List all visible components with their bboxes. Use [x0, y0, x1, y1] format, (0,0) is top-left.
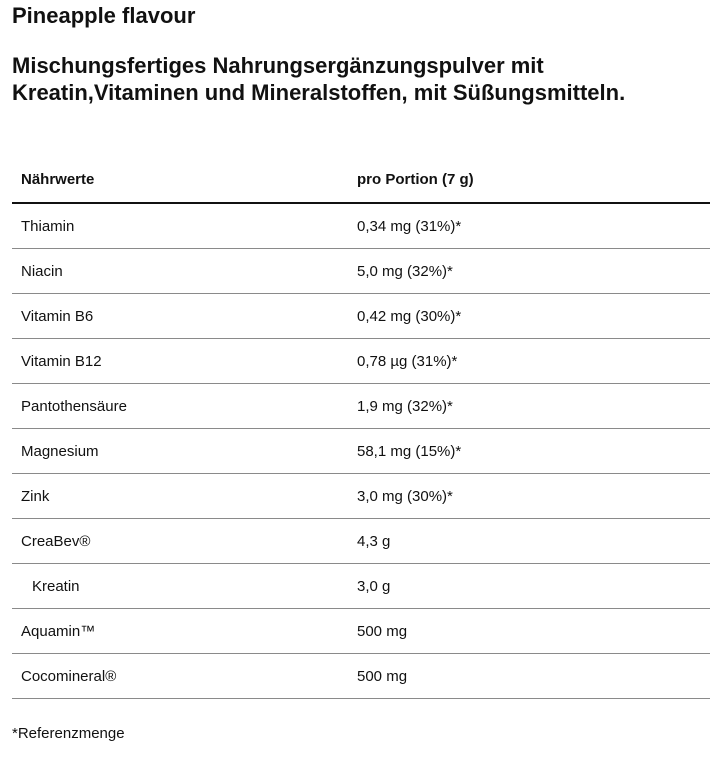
nutrient-value: 0,34 mg (31%)* — [348, 203, 710, 249]
nutrient-name: Pantothensäure — [12, 384, 348, 429]
nutrient-value: 500 mg — [348, 609, 710, 654]
table-row — [12, 429, 710, 474]
nutrient-value: 500 mg — [348, 654, 710, 699]
nutrient-value: 3,0 mg (30%)* — [348, 474, 710, 519]
nutrient-value: 0,78 µg (31%)* — [348, 339, 710, 384]
table-row — [12, 519, 710, 564]
nutrient-name: Thiamin — [12, 203, 348, 249]
nutrient-name: Niacin — [12, 249, 348, 294]
nutrient-value: 0,42 mg (30%)* — [348, 294, 710, 339]
table-row — [12, 384, 710, 429]
flavour-heading: Pineapple flavour — [12, 3, 196, 28]
nutrient-name: Cocomineral® — [12, 654, 348, 699]
nutrient-value: 5,0 mg (32%)* — [348, 249, 710, 294]
table-row — [12, 339, 710, 384]
nutrient-name: Vitamin B6 — [12, 294, 348, 339]
nutrient-value: 4,3 g — [348, 519, 710, 564]
nutrient-name: Aquamin™ — [12, 609, 348, 654]
header-row — [12, 157, 710, 203]
table-row — [12, 294, 710, 339]
column-header-per-portion: pro Portion (7 g) — [348, 157, 710, 203]
nutrient-value: 3,0 g — [348, 564, 710, 609]
table-row — [12, 203, 710, 249]
table-row — [12, 249, 710, 294]
reference-footnote: *Referenzmenge — [12, 725, 125, 742]
column-header-nutrient: Nährwerte — [12, 157, 348, 203]
nutrient-name: Kreatin — [12, 564, 348, 609]
table-row — [12, 474, 710, 519]
product-description: Mischungsfertiges Nahrungsergänzungspulver mit Kreatin,Vitaminen und Mineralstoffen, mit Süßungsmitteln. — [12, 53, 626, 105]
nutrient-value: 1,9 mg (32%)* — [348, 384, 710, 429]
nutrition-table-body — [12, 203, 710, 699]
nutrient-name: Magnesium — [12, 429, 348, 474]
nutrient-name: Zink — [12, 474, 348, 519]
table-row — [12, 609, 710, 654]
nutrition-table — [12, 157, 710, 699]
nutrient-name: CreaBev® — [12, 519, 348, 564]
nutrition-table-header — [12, 157, 710, 203]
nutrient-value: 58,1 mg (15%)* — [348, 429, 710, 474]
table-row-sub — [12, 564, 710, 609]
table-row — [12, 654, 710, 699]
nutrient-name: Vitamin B12 — [12, 339, 348, 384]
